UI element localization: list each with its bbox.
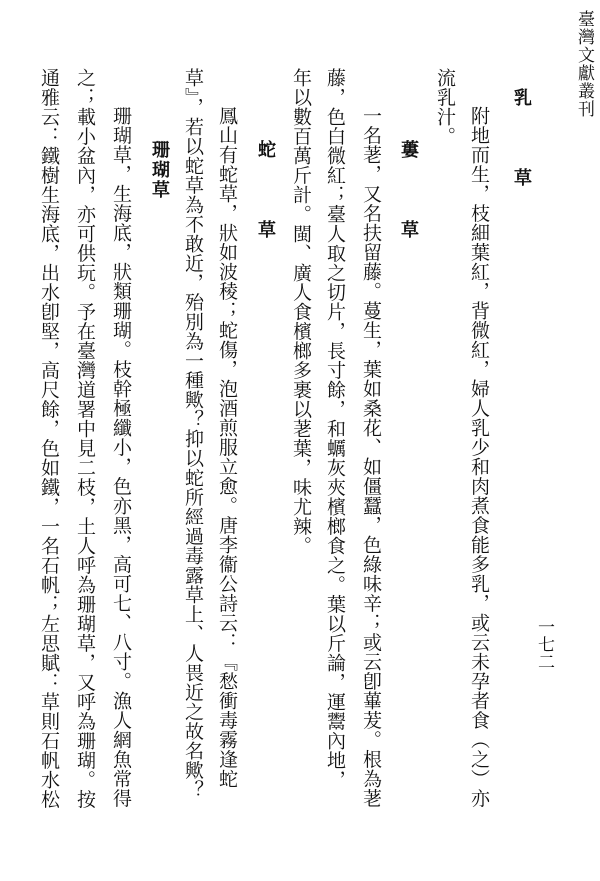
- section-title-lou-cao: 蔞 草: [398, 140, 419, 260]
- series-title: 臺灣文獻叢刊: [574, 10, 594, 118]
- text-line: 之；載小盆內，亦可供玩。予在臺灣道署中見二枝，土人呼為珊瑚草，又呼為珊瑚。按: [74, 68, 96, 809]
- text-line: 草』，若以蛇草為不敢近，殆別為一種歟？抑以蛇所經過毒露草上、人畏近之故名歟？: [182, 68, 204, 800]
- text-line: 珊瑚草，生海底，狀類珊瑚。枝幹極纖小，色亦黑，高可七、八寸。漁人網魚常得: [110, 106, 132, 808]
- text-line: 一名荖，又名扶留藤。蔓生，葉如桑花、如僵蠶，色綠味辛；或云卽蓽茇。根為荖: [360, 106, 382, 808]
- page-number: 一七二: [534, 618, 554, 671]
- section-title-ru-cao: 乳 草: [511, 88, 532, 208]
- text-line: 鳳山有蛇草，狀如波稜；蛇傷，泡酒煎服立愈。唐李衞公詩云：『愁衝毒霧逢蛇: [216, 106, 238, 789]
- text-line: 附地而生，枝細葉紅，背微紅，婦人乳少和肉煮食能多乳，或云未孕者食（之）亦: [468, 106, 490, 808]
- text-line: 藤，色白微紅；臺人取之切片，長寸餘，和蠣灰夾檳榔食之。葉以斤論，運鬻內地，: [324, 68, 346, 790]
- text-line: 流乳汁。: [434, 68, 456, 146]
- text-line: 通雅云：鐵樹生海底，出水卽堅，高尺餘，色如鐵，一名石帆；左思賦：草則石帆水松: [38, 68, 60, 809]
- section-title-shan-hu-cao: 珊瑚草: [149, 140, 170, 200]
- section-title-she-cao: 蛇 草: [255, 140, 276, 260]
- text-line: 年以數百萬斤計。閩、廣人食檳榔多裹以荖葉，味尤辣。: [290, 68, 312, 556]
